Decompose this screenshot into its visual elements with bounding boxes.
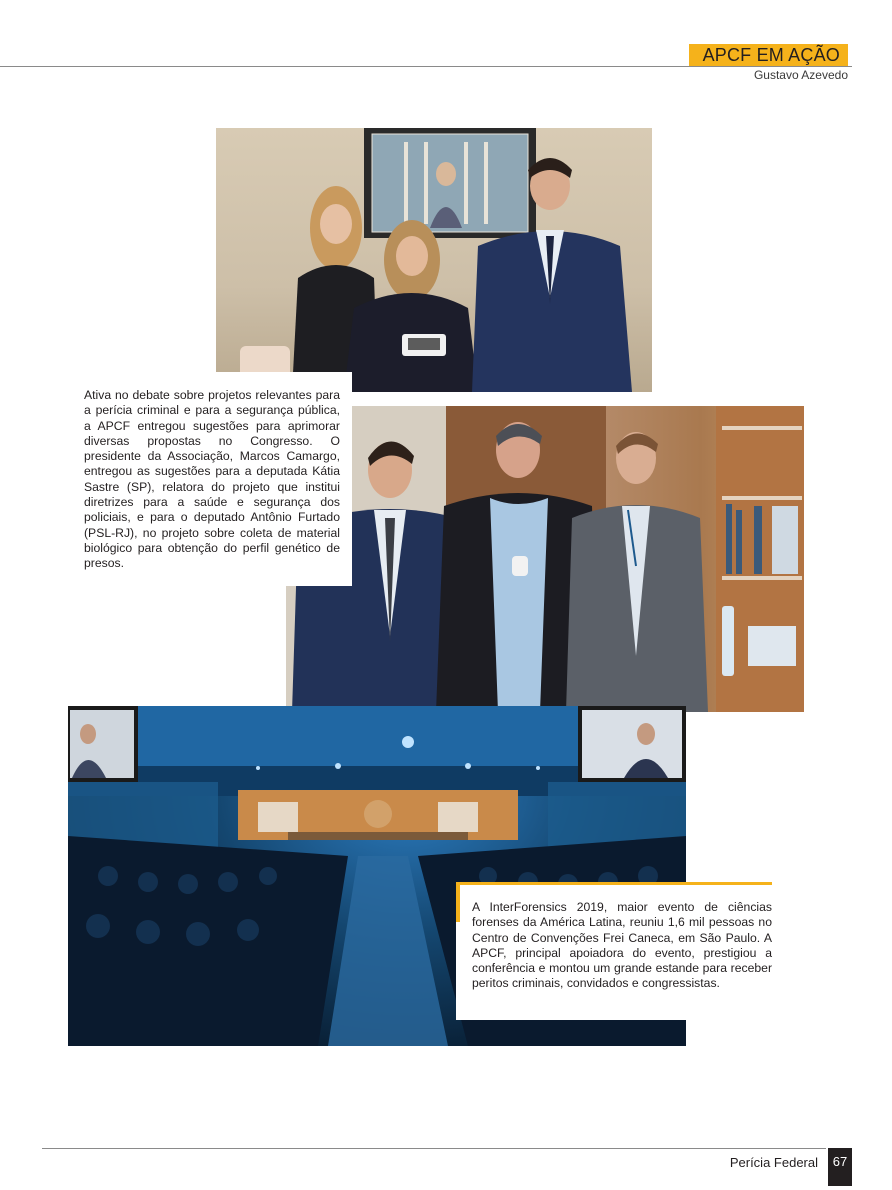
- publication-name: Perícia Federal: [729, 1155, 818, 1170]
- photo-association-meeting: [286, 406, 804, 712]
- author-name: Gustavo Azevedo: [753, 68, 848, 82]
- footer-rule: [42, 1148, 826, 1149]
- caption-interforensics-text: A InterForensics 2019, maior evento de ciências forenses da América Latina, reuniu 1,6 mil pessoas no Centro de Convenções Frei Caneca, em São Paulo. A APCF, principal apoiadora do evento, prestigiou a conferência e montou um grande estande para receber peritos criminais, convidados e congressistas.: [472, 900, 772, 991]
- section-title: APCF EM AÇÃO: [689, 44, 848, 66]
- caption-interforensics: [456, 882, 784, 1020]
- caption2-accent-line: [456, 882, 772, 885]
- photo-meeting-deputy: [216, 128, 652, 392]
- caption-apcf-congress: [70, 372, 352, 586]
- header-rule: [0, 66, 852, 67]
- caption2-accent-bar: [456, 882, 460, 922]
- page-number: 67: [828, 1148, 852, 1186]
- caption-apcf-congress-text: Ativa no debate sobre projetos relevantes para a perícia criminal e para a segurança pública, a APCF entregou sugestões para aprimorar diversas propostas no Congresso. O presidente da Associação, Marcos Camargo, entregou as sugestões para a deputada Kátia Sastre (SP), relatora do projeto que institui diretrizes para a saúde e segurança dos policiais, e para o deputado Antônio Furtado (PSL-RJ), no projeto sobre coleta de material biológico para obtenção do perfil genético de presos.: [84, 388, 340, 571]
